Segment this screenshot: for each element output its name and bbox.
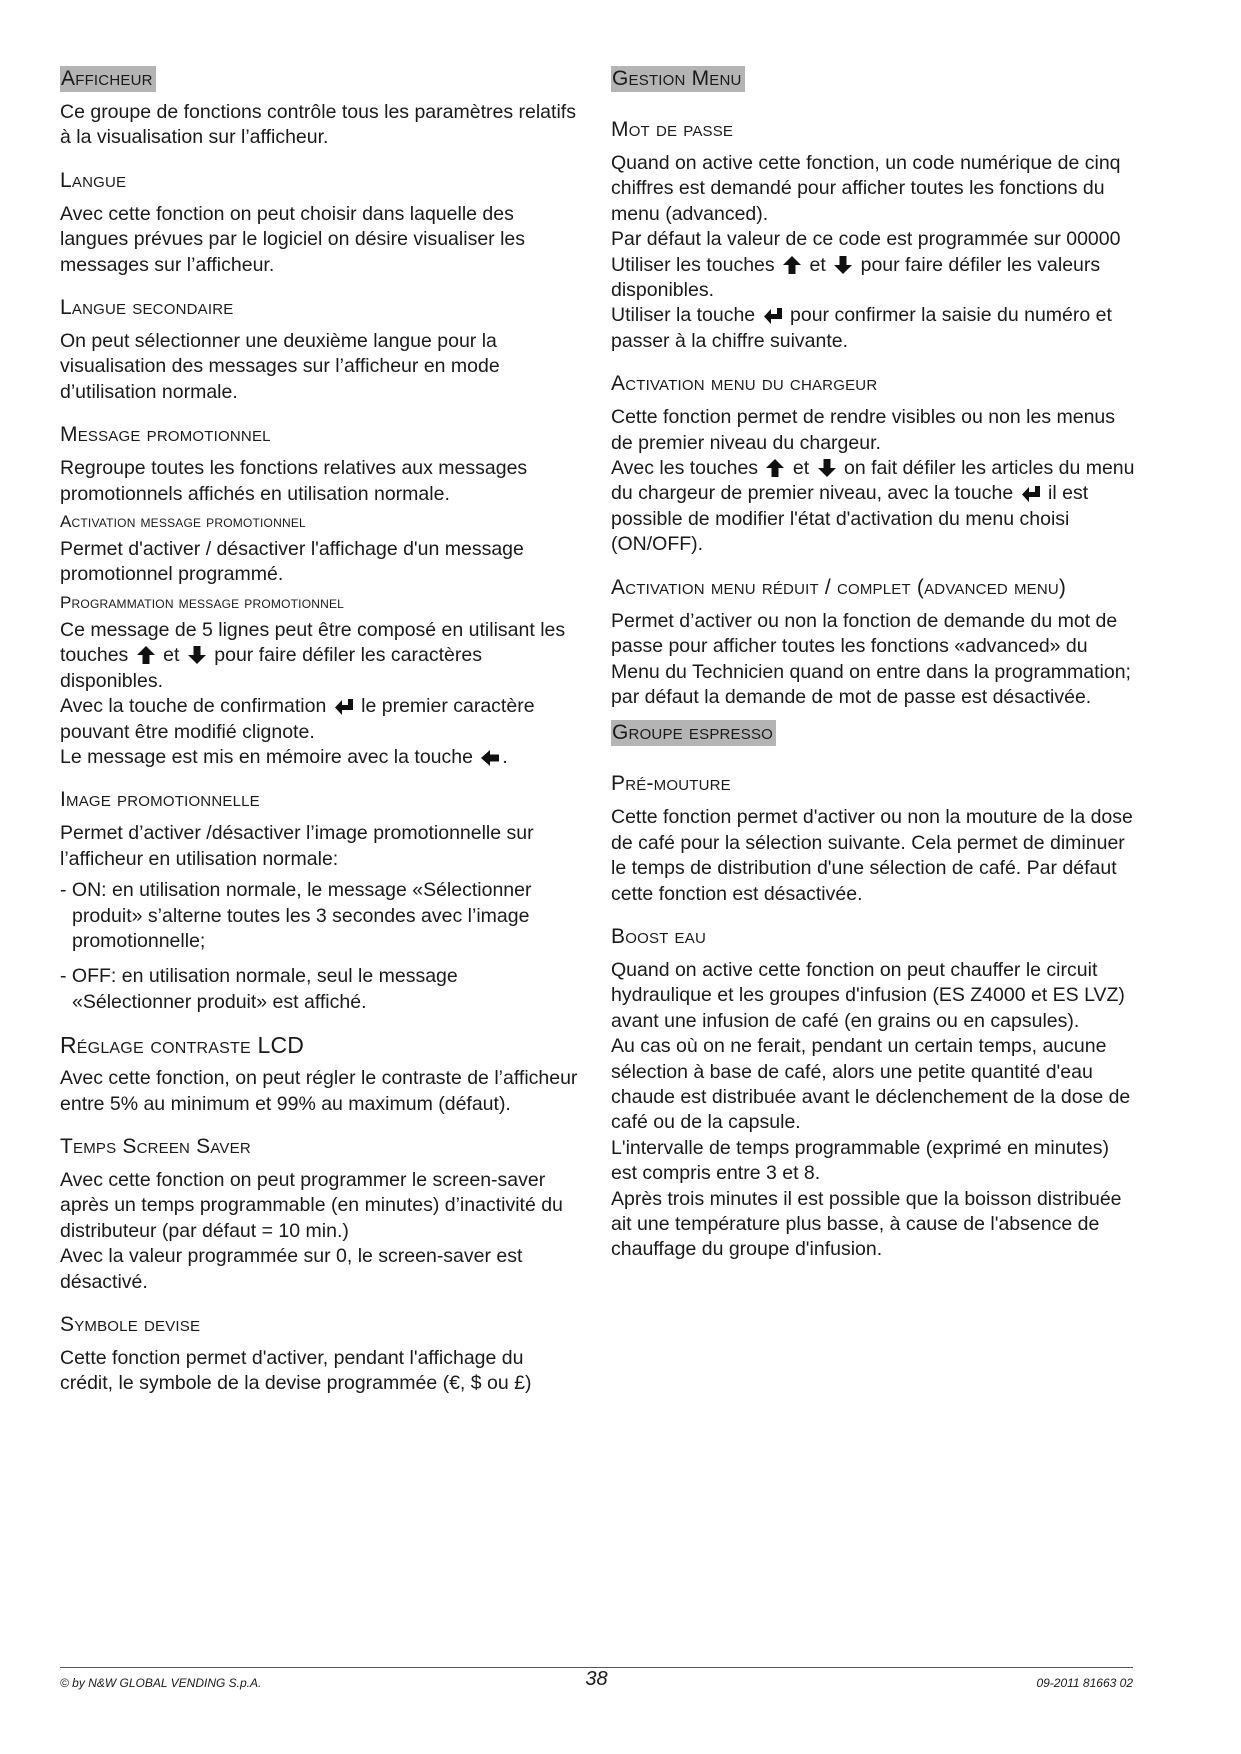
enter-icon <box>334 698 354 716</box>
heading-activation-message: Activation message promotionnel <box>60 512 306 532</box>
footer-doc-code: 09-2011 81663 02 <box>1036 1676 1133 1690</box>
text-fragment: et <box>163 644 180 667</box>
text-fragment: pour faire défiler les caractères disponibles. <box>60 644 482 692</box>
langue-text: Avec cette fonction on peut choisir dans laquelle des langues prévues par le logiciel on désire visualiser les messages sur l’afficheur. <box>60 202 526 276</box>
mot-de-passe-text1: Quand on active cette fonction, un code numérique de cinq chiffres est demandé pour afficher toutes les fonctions du menu (advanced). <box>611 152 1121 225</box>
heading-activation-menu-reduit: Activation menu réduit / complet (advanced menu) <box>611 575 1067 599</box>
bullet-on: - ON: en utilisation normale, le message «Sélectionner produit» s’alterne toutes les 3 secondes avec l’image promotionnelle; <box>60 879 532 952</box>
text-fragment: Ce message de 5 lignes peut être composé en utilisant les touches <box>60 618 566 667</box>
mot-de-passe-p4 <box>611 303 1136 354</box>
section-title-groupe-espresso: Groupe espresso <box>611 720 776 746</box>
activation-menu-chargeur-p2 <box>611 456 1136 558</box>
heading-langue-secondaire: Langue secondaire <box>60 296 234 320</box>
arrow-down-icon <box>187 645 207 665</box>
mot-de-passe-text2: Par défaut la valeur de ce code est programmée sur 00000 <box>611 228 1121 251</box>
heading-programmation-message: Programmation message promotionnel <box>60 592 345 612</box>
enter-icon <box>763 307 783 325</box>
activation-message-text: Permet d'activer / désactiver l'affichage d'un message promotionnel programmé. <box>60 538 524 586</box>
boost-eau-text3: L'intervalle de temps programmable (exprimé en minutes) est compris entre 3 et 8. <box>611 1136 1109 1185</box>
programmation-message-p1 <box>60 618 580 694</box>
arrow-down-icon <box>817 458 837 478</box>
text-fragment: Avec les touches <box>611 457 759 480</box>
heading-activation-menu-chargeur: Activation menu du chargeur <box>611 372 878 396</box>
arrow-up-icon <box>136 645 156 665</box>
section-title-afficheur: Afficheur <box>60 66 156 92</box>
text-fragment: Utiliser la touche <box>611 304 756 327</box>
heading-mot-de-passe: Mot de passe <box>611 118 734 141</box>
page-number: 38 <box>585 1668 608 1690</box>
section-title-gestion-menu: Gestion Menu <box>611 66 745 92</box>
screen-saver-text1: Avec cette fonction on peut programmer le screen-saver après un temps programmable (en minutes) d’inactivité du distributeur (par défaut = 10 min.) <box>60 1168 563 1242</box>
pre-mouture-text: Cette fonction permet d'activer ou non la mouture de la dose de café pour la sélection suivante. Cela permet de diminuer le temps de distribution d'une sélection de café. Par défaut cette fonction est désactivée. <box>611 806 1133 905</box>
text-fragment: Utiliser les touches <box>611 253 775 276</box>
text-fragment: et <box>809 253 826 276</box>
activation-menu-chargeur-text1: Cette fonction permet de rendre visibles ou non les menus de premier niveau du chargeur. <box>611 406 1116 454</box>
text-fragment: il est possible de modifier l'état d'activation du menu choisi (ON/OFF). <box>611 482 1089 556</box>
text-fragment: . <box>502 745 508 768</box>
heading-langue: Langue <box>60 168 127 192</box>
text-fragment: Avec la touche de confirmation <box>60 695 327 718</box>
arrow-up-icon <box>765 458 785 478</box>
heading-reglage-contraste: Réglage contraste LCD <box>60 1032 305 1059</box>
page-footer <box>60 1667 1133 1698</box>
heading-screen-saver: Temps Screen Saver <box>60 1134 251 1158</box>
programmation-message-p2 <box>60 694 580 745</box>
arrow-up-icon <box>782 255 802 275</box>
symbole-devise-text: Cette fonction permet d'activer, pendant l'affichage du crédit, le symbole de la devise programmée (€, $ ou £) <box>60 1347 532 1395</box>
boost-eau-text1: Quand on active cette fonction on peut chauffer le circuit hydraulique et les groupes d'infusion (ES Z4000 et ES LVZ) avant une infusion de café (en grains ou en capsules). <box>611 958 1125 1032</box>
text-fragment: Le message est mis en mémoire avec la touche <box>60 745 473 768</box>
right-column <box>611 66 1136 1263</box>
boost-eau-text2: Au cas où on ne ferait, pendant un certain temps, aucune sélection à base de café, alors une petite quantité d'eau chaude est distribuée avant le déclenchement de la dose de café ou de la capsule. <box>611 1035 1131 1134</box>
text-fragment: le premier caractère pouvant être modifié clignote. <box>60 695 535 743</box>
boost-eau-text4: Après trois minutes il est possible que la boisson distribuée ait une température plus basse, à cause de l'absence de chauffage du groupe d'infusion. <box>611 1187 1122 1261</box>
text-fragment: et <box>792 457 810 480</box>
reglage-contraste-text: Avec cette fonction, on peut régler le contraste de l’afficheur entre 5% au minimum et 99% au maximum (défaut). <box>60 1067 578 1115</box>
programmation-message-p3 <box>60 745 580 770</box>
image-promotionnelle-text: Permet d’activer /désactiver l’image promotionnelle sur l’afficheur en utilisation normale: <box>60 822 534 870</box>
heading-pre-mouture: Pré-mouture <box>611 772 731 796</box>
heading-image-promotionnelle: Image promotionnelle <box>60 788 260 812</box>
afficheur-text: Ce groupe de fonctions contrôle tous les paramètres relatifs à la visualisation sur l’afficheur. <box>60 101 576 149</box>
mot-de-passe-p3 <box>611 253 1136 304</box>
activation-menu-reduit-text: Permet d’activer ou non la fonction de demande du mot de passe pour afficher toutes les fonctions «advanced» du Menu du Technicien quand on entre dans la programmation; par défaut la demande de mot de passe est désactivée. <box>611 609 1131 708</box>
arrow-down-icon <box>833 255 853 275</box>
text-fragment: pour confirmer la saisie du numéro et passer à la chiffre suivante. <box>611 304 1112 352</box>
heading-message-promotionnel: Message promotionnel <box>60 423 271 447</box>
screen-saver-text2: Avec la valeur programmée sur 0, le screen-saver est désactivé. <box>60 1245 523 1293</box>
footer-copyright: © by N&W GLOBAL VENDING S.p.A. <box>60 1676 262 1690</box>
enter-icon <box>1021 485 1041 503</box>
message-promotionnel-text: Regroupe toutes les fonctions relatives aux messages promotionnels affichés en utilisation normale. <box>60 457 528 505</box>
text-fragment: pour faire défiler les valeurs disponibles. <box>611 253 1101 302</box>
bullet-off: - OFF: en utilisation normale, seul le message «Sélectionner produit» est affiché. <box>60 965 458 1013</box>
heading-symbole-devise: Symbole devise <box>60 1313 201 1336</box>
left-column <box>60 66 580 1397</box>
arrow-left-icon <box>480 749 500 767</box>
text-fragment: on fait défiler les articles du menu du chargeur de premier niveau, avec la touche <box>611 457 1135 505</box>
heading-boost-eau: Boost eau <box>611 924 706 948</box>
langue-secondaire-text: On peut sélectionner une deuxième langue pour la visualisation des messages sur l’afficheur en mode d’utilisation normale. <box>60 330 500 403</box>
